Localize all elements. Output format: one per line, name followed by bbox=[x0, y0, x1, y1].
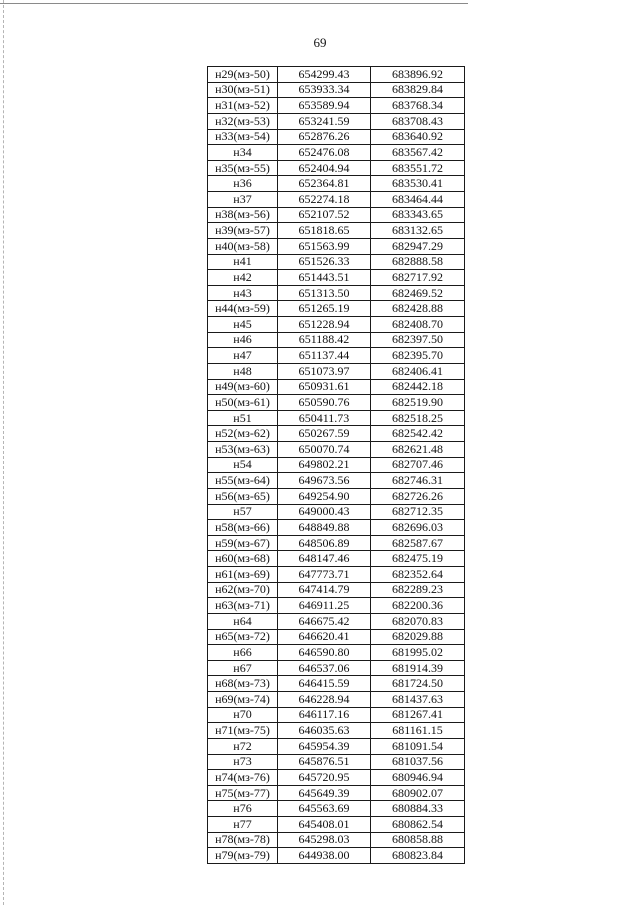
point-id-cell: н64 bbox=[208, 613, 278, 629]
point-id-cell: н53(мз-63) bbox=[208, 442, 278, 458]
y-coordinate-cell: 680858.88 bbox=[371, 832, 465, 848]
x-coordinate-cell: 653241.59 bbox=[278, 113, 371, 129]
y-coordinate-cell: 682696.03 bbox=[371, 520, 465, 536]
y-coordinate-cell: 682289.23 bbox=[371, 582, 465, 598]
table-row bbox=[208, 520, 465, 536]
table-row bbox=[208, 535, 465, 551]
point-id-cell: н55(мз-64) bbox=[208, 473, 278, 489]
x-coordinate-cell: 651313.50 bbox=[278, 285, 371, 301]
y-coordinate-cell: 682888.58 bbox=[371, 254, 465, 270]
point-id-cell: н67 bbox=[208, 660, 278, 676]
point-id-cell: н31(мз-52) bbox=[208, 98, 278, 114]
y-coordinate-cell: 682621.48 bbox=[371, 442, 465, 458]
point-id-cell: н71(мз-75) bbox=[208, 723, 278, 739]
y-coordinate-cell: 682475.19 bbox=[371, 551, 465, 567]
table-row bbox=[208, 317, 465, 333]
table-row bbox=[208, 223, 465, 239]
x-coordinate-cell: 646911.25 bbox=[278, 598, 371, 614]
x-coordinate-cell: 652107.52 bbox=[278, 207, 371, 223]
y-coordinate-cell: 683530.41 bbox=[371, 176, 465, 192]
point-id-cell: н41 bbox=[208, 254, 278, 270]
y-coordinate-cell: 682442.18 bbox=[371, 379, 465, 395]
point-id-cell: н40(мз-58) bbox=[208, 238, 278, 254]
page-number: 69 bbox=[313, 35, 327, 50]
point-id-cell: н66 bbox=[208, 645, 278, 661]
table-row bbox=[208, 426, 465, 442]
table-row bbox=[208, 692, 465, 708]
table-row bbox=[208, 129, 465, 145]
x-coordinate-cell: 653933.34 bbox=[278, 82, 371, 98]
y-coordinate-cell: 682519.90 bbox=[371, 395, 465, 411]
point-id-cell: н70 bbox=[208, 707, 278, 723]
point-id-cell: н68(мз-73) bbox=[208, 676, 278, 692]
y-coordinate-cell: 682070.83 bbox=[371, 613, 465, 629]
table-row bbox=[208, 457, 465, 473]
x-coordinate-cell: 651228.94 bbox=[278, 317, 371, 333]
table-row bbox=[208, 238, 465, 254]
x-coordinate-cell: 651137.44 bbox=[278, 348, 371, 364]
y-coordinate-cell: 682408.70 bbox=[371, 317, 465, 333]
x-coordinate-cell: 645298.03 bbox=[278, 832, 371, 848]
x-coordinate-cell: 652876.26 bbox=[278, 129, 371, 145]
y-coordinate-cell: 682469.52 bbox=[371, 285, 465, 301]
y-coordinate-cell: 682587.67 bbox=[371, 535, 465, 551]
point-id-cell: н34 bbox=[208, 145, 278, 161]
point-id-cell: н46 bbox=[208, 332, 278, 348]
point-id-cell: н48 bbox=[208, 363, 278, 379]
y-coordinate-cell: 681037.56 bbox=[371, 754, 465, 770]
x-coordinate-cell: 654299.43 bbox=[278, 67, 371, 83]
point-id-cell: н49(мз-60) bbox=[208, 379, 278, 395]
scan-edge bbox=[3, 0, 4, 905]
point-id-cell: н73 bbox=[208, 754, 278, 770]
x-coordinate-cell: 647773.71 bbox=[278, 567, 371, 583]
x-coordinate-cell: 649254.90 bbox=[278, 488, 371, 504]
y-coordinate-cell: 681914.39 bbox=[371, 660, 465, 676]
table-row bbox=[208, 660, 465, 676]
table-row bbox=[208, 488, 465, 504]
table-row bbox=[208, 645, 465, 661]
point-id-cell: н37 bbox=[208, 192, 278, 208]
x-coordinate-cell: 646590.80 bbox=[278, 645, 371, 661]
table-row bbox=[208, 410, 465, 426]
point-id-cell: н79(мз-79) bbox=[208, 848, 278, 864]
table-row bbox=[208, 770, 465, 786]
y-coordinate-cell: 682542.42 bbox=[371, 426, 465, 442]
table-row bbox=[208, 160, 465, 176]
x-coordinate-cell: 650267.59 bbox=[278, 426, 371, 442]
x-coordinate-cell: 646537.06 bbox=[278, 660, 371, 676]
x-coordinate-cell: 649000.43 bbox=[278, 504, 371, 520]
y-coordinate-cell: 682352.64 bbox=[371, 567, 465, 583]
table-row bbox=[208, 832, 465, 848]
table-row bbox=[208, 738, 465, 754]
point-id-cell: н32(мз-53) bbox=[208, 113, 278, 129]
point-id-cell: н39(мз-57) bbox=[208, 223, 278, 239]
point-id-cell: н60(мз-68) bbox=[208, 551, 278, 567]
table-row bbox=[208, 145, 465, 161]
table-row bbox=[208, 598, 465, 614]
point-id-cell: н78(мз-78) bbox=[208, 832, 278, 848]
table-row bbox=[208, 363, 465, 379]
point-id-cell: н36 bbox=[208, 176, 278, 192]
point-id-cell: н42 bbox=[208, 270, 278, 286]
x-coordinate-cell: 651818.65 bbox=[278, 223, 371, 239]
x-coordinate-cell: 645720.95 bbox=[278, 770, 371, 786]
x-coordinate-cell: 651265.19 bbox=[278, 301, 371, 317]
point-id-cell: н52(мз-62) bbox=[208, 426, 278, 442]
point-id-cell: н65(мз-72) bbox=[208, 629, 278, 645]
x-coordinate-cell: 646228.94 bbox=[278, 692, 371, 708]
x-coordinate-cell: 650590.76 bbox=[278, 395, 371, 411]
x-coordinate-cell: 644938.00 bbox=[278, 848, 371, 864]
y-coordinate-cell: 682726.26 bbox=[371, 488, 465, 504]
y-coordinate-cell: 681267.41 bbox=[371, 707, 465, 723]
x-coordinate-cell: 646117.16 bbox=[278, 707, 371, 723]
x-coordinate-cell: 646415.59 bbox=[278, 676, 371, 692]
y-coordinate-cell: 681995.02 bbox=[371, 645, 465, 661]
table-row bbox=[208, 848, 465, 864]
table-row bbox=[208, 254, 465, 270]
y-coordinate-cell: 680946.94 bbox=[371, 770, 465, 786]
x-coordinate-cell: 651563.99 bbox=[278, 238, 371, 254]
y-coordinate-cell: 683896.92 bbox=[371, 67, 465, 83]
point-id-cell: н72 bbox=[208, 738, 278, 754]
x-coordinate-cell: 649802.21 bbox=[278, 457, 371, 473]
table-row bbox=[208, 785, 465, 801]
table-row bbox=[208, 82, 465, 98]
point-id-cell: н38(мз-56) bbox=[208, 207, 278, 223]
table-row bbox=[208, 67, 465, 83]
top-rule bbox=[0, 3, 468, 4]
y-coordinate-cell: 683768.34 bbox=[371, 98, 465, 114]
x-coordinate-cell: 650931.61 bbox=[278, 379, 371, 395]
table-row bbox=[208, 473, 465, 489]
point-id-cell: н75(мз-77) bbox=[208, 785, 278, 801]
y-coordinate-cell: 682428.88 bbox=[371, 301, 465, 317]
point-id-cell: н56(мз-65) bbox=[208, 488, 278, 504]
y-coordinate-cell: 682712.35 bbox=[371, 504, 465, 520]
point-id-cell: н51 bbox=[208, 410, 278, 426]
x-coordinate-cell: 652404.94 bbox=[278, 160, 371, 176]
point-id-cell: н30(мз-51) bbox=[208, 82, 278, 98]
y-coordinate-cell: 682395.70 bbox=[371, 348, 465, 364]
y-coordinate-cell: 680862.54 bbox=[371, 817, 465, 833]
x-coordinate-cell: 652476.08 bbox=[278, 145, 371, 161]
y-coordinate-cell: 680902.07 bbox=[371, 785, 465, 801]
point-id-cell: н74(мз-76) bbox=[208, 770, 278, 786]
x-coordinate-cell: 651073.97 bbox=[278, 363, 371, 379]
y-coordinate-cell: 680823.84 bbox=[371, 848, 465, 864]
table-row bbox=[208, 754, 465, 770]
y-coordinate-cell: 680884.33 bbox=[371, 801, 465, 817]
table-row bbox=[208, 332, 465, 348]
coordinates-table-body bbox=[208, 67, 465, 864]
coordinates-table bbox=[207, 66, 465, 864]
table-row bbox=[208, 504, 465, 520]
point-id-cell: н59(мз-67) bbox=[208, 535, 278, 551]
point-id-cell: н58(мз-66) bbox=[208, 520, 278, 536]
table-row bbox=[208, 395, 465, 411]
x-coordinate-cell: 646675.42 bbox=[278, 613, 371, 629]
point-id-cell: н61(мз-69) bbox=[208, 567, 278, 583]
x-coordinate-cell: 651188.42 bbox=[278, 332, 371, 348]
table-row bbox=[208, 207, 465, 223]
x-coordinate-cell: 646620.41 bbox=[278, 629, 371, 645]
point-id-cell: н35(мз-55) bbox=[208, 160, 278, 176]
x-coordinate-cell: 651443.51 bbox=[278, 270, 371, 286]
y-coordinate-cell: 682518.25 bbox=[371, 410, 465, 426]
y-coordinate-cell: 681091.54 bbox=[371, 738, 465, 754]
y-coordinate-cell: 682029.88 bbox=[371, 629, 465, 645]
table-row bbox=[208, 348, 465, 364]
y-coordinate-cell: 683551.72 bbox=[371, 160, 465, 176]
point-id-cell: н33(мз-54) bbox=[208, 129, 278, 145]
point-id-cell: н47 bbox=[208, 348, 278, 364]
y-coordinate-cell: 682746.31 bbox=[371, 473, 465, 489]
table-row bbox=[208, 551, 465, 567]
table-row bbox=[208, 301, 465, 317]
point-id-cell: н77 bbox=[208, 817, 278, 833]
point-id-cell: н50(мз-61) bbox=[208, 395, 278, 411]
table-row bbox=[208, 801, 465, 817]
x-coordinate-cell: 645563.69 bbox=[278, 801, 371, 817]
table-row bbox=[208, 192, 465, 208]
point-id-cell: н54 bbox=[208, 457, 278, 473]
y-coordinate-cell: 682406.41 bbox=[371, 363, 465, 379]
table-row bbox=[208, 613, 465, 629]
x-coordinate-cell: 647414.79 bbox=[278, 582, 371, 598]
x-coordinate-cell: 649673.56 bbox=[278, 473, 371, 489]
table-row bbox=[208, 817, 465, 833]
table-row bbox=[208, 285, 465, 301]
x-coordinate-cell: 653589.94 bbox=[278, 98, 371, 114]
table-row bbox=[208, 676, 465, 692]
y-coordinate-cell: 681161.15 bbox=[371, 723, 465, 739]
x-coordinate-cell: 645408.01 bbox=[278, 817, 371, 833]
y-coordinate-cell: 683567.42 bbox=[371, 145, 465, 161]
y-coordinate-cell: 681724.50 bbox=[371, 676, 465, 692]
table-row bbox=[208, 270, 465, 286]
x-coordinate-cell: 645954.39 bbox=[278, 738, 371, 754]
point-id-cell: н76 bbox=[208, 801, 278, 817]
point-id-cell: н62(мз-70) bbox=[208, 582, 278, 598]
y-coordinate-cell: 683132.65 bbox=[371, 223, 465, 239]
table-row bbox=[208, 379, 465, 395]
x-coordinate-cell: 652364.81 bbox=[278, 176, 371, 192]
y-coordinate-cell: 683343.65 bbox=[371, 207, 465, 223]
point-id-cell: н44(мз-59) bbox=[208, 301, 278, 317]
y-coordinate-cell: 681437.63 bbox=[371, 692, 465, 708]
y-coordinate-cell: 682947.29 bbox=[371, 238, 465, 254]
point-id-cell: н63(мз-71) bbox=[208, 598, 278, 614]
x-coordinate-cell: 651526.33 bbox=[278, 254, 371, 270]
x-coordinate-cell: 652274.18 bbox=[278, 192, 371, 208]
y-coordinate-cell: 683829.84 bbox=[371, 82, 465, 98]
x-coordinate-cell: 648147.46 bbox=[278, 551, 371, 567]
table-row bbox=[208, 567, 465, 583]
y-coordinate-cell: 682717.92 bbox=[371, 270, 465, 286]
point-id-cell: н57 bbox=[208, 504, 278, 520]
table-row bbox=[208, 707, 465, 723]
point-id-cell: н69(мз-74) bbox=[208, 692, 278, 708]
x-coordinate-cell: 648849.88 bbox=[278, 520, 371, 536]
x-coordinate-cell: 645876.51 bbox=[278, 754, 371, 770]
x-coordinate-cell: 645649.39 bbox=[278, 785, 371, 801]
x-coordinate-cell: 648506.89 bbox=[278, 535, 371, 551]
point-id-cell: н43 bbox=[208, 285, 278, 301]
y-coordinate-cell: 682707.46 bbox=[371, 457, 465, 473]
x-coordinate-cell: 650070.74 bbox=[278, 442, 371, 458]
point-id-cell: н45 bbox=[208, 317, 278, 333]
table-row bbox=[208, 629, 465, 645]
table-row bbox=[208, 723, 465, 739]
table-row bbox=[208, 98, 465, 114]
y-coordinate-cell: 683464.44 bbox=[371, 192, 465, 208]
point-id-cell: н29(мз-50) bbox=[208, 67, 278, 83]
y-coordinate-cell: 683708.43 bbox=[371, 113, 465, 129]
y-coordinate-cell: 682397.50 bbox=[371, 332, 465, 348]
x-coordinate-cell: 650411.73 bbox=[278, 410, 371, 426]
x-coordinate-cell: 646035.63 bbox=[278, 723, 371, 739]
table-row bbox=[208, 113, 465, 129]
table-row bbox=[208, 176, 465, 192]
y-coordinate-cell: 682200.36 bbox=[371, 598, 465, 614]
table-row bbox=[208, 582, 465, 598]
y-coordinate-cell: 683640.92 bbox=[371, 129, 465, 145]
table-row bbox=[208, 442, 465, 458]
